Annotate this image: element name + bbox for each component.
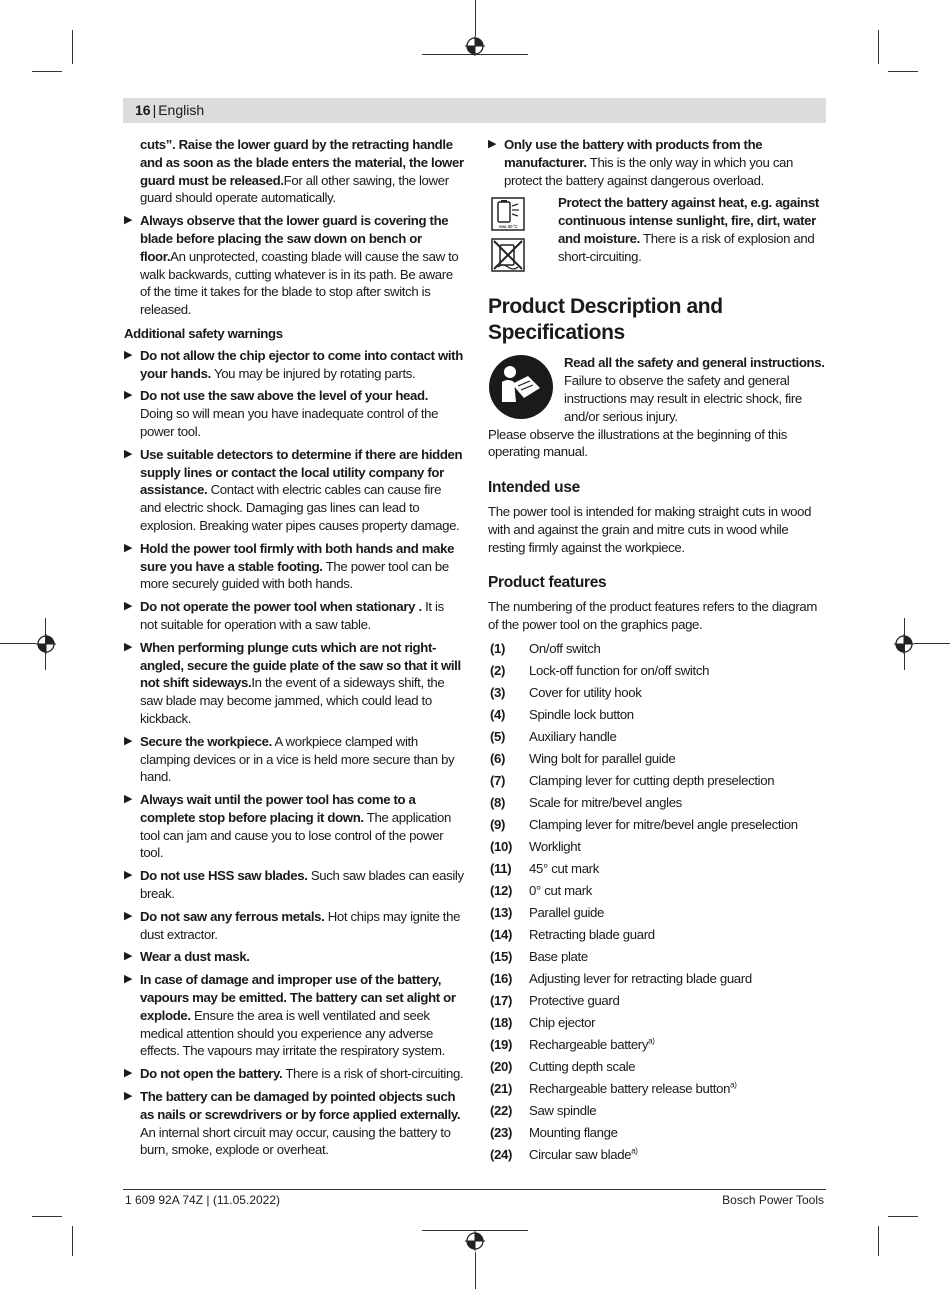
- warning-text: An unprotected, coasting blade will cause the saw to walk backwards, cutting whatever is in its path. Be aware of the time it takes for the blade to stop after switch is released.: [140, 248, 459, 318]
- read-instructions-block: [488, 354, 828, 425]
- warning-item: [124, 971, 464, 1060]
- parts-list: [488, 638, 828, 1166]
- warning-bold: Do not allow the chip ejector to come into contact with your hands.: [140, 347, 463, 381]
- part-label: Rechargeable battery release button: [529, 1080, 731, 1096]
- warning-text: There is a risk of explosion and short-circuiting.: [558, 230, 815, 264]
- part-label: Saw spindle: [529, 1102, 597, 1118]
- bullet-triangle-icon: ▶: [488, 138, 497, 150]
- part-label: Rechargeable battery: [529, 1036, 649, 1052]
- crop-mark: [32, 71, 62, 72]
- list-item: [488, 726, 828, 748]
- warning-bold: When performing plunge cuts which are not right-angled, secure the guide plate of the saw so that it will not shift sideways.: [140, 639, 461, 691]
- page-number: 16: [135, 102, 151, 118]
- bullet-triangle-icon: ▶: [124, 447, 133, 460]
- registration-mark-icon: [36, 634, 56, 654]
- part-number: (24): [490, 1146, 513, 1162]
- warning-text: It is not suitable for operation with a saw table.: [140, 599, 444, 632]
- warning-text: The application tool can jam and cause you to lose control of the power tool.: [140, 809, 451, 861]
- bullet-triangle-icon: ▶: [124, 869, 133, 882]
- bullet-triangle-icon: ▶: [124, 793, 133, 806]
- list-item: [488, 704, 828, 726]
- bullet-triangle-icon: ▶: [124, 909, 133, 922]
- crop-mark: [878, 30, 879, 64]
- battery-temperature-icon: [490, 196, 526, 232]
- part-number: (19): [490, 1036, 513, 1052]
- bullet-triangle-icon: ▶: [124, 950, 133, 963]
- page-footer: [123, 1189, 826, 1207]
- warning-icons: [490, 196, 526, 278]
- warning-text: In the event of a sideways shift, the saw blade may become jammed, which could lead to kickback.: [140, 675, 445, 726]
- part-label: Mounting flange: [529, 1124, 618, 1140]
- no-water-battery-icon: [490, 237, 526, 273]
- registration-mark-icon: [465, 1231, 485, 1251]
- intro-continuation: [124, 136, 464, 207]
- warning-text: Hot chips may ignite the dust extractor.: [140, 908, 461, 942]
- warning-text: This is the only way in which you can protect the battery against dangerous overload.: [504, 154, 794, 188]
- part-number: (8): [490, 794, 506, 810]
- part-number: (17): [490, 992, 513, 1008]
- bullet-triangle-icon: ▶: [124, 973, 133, 986]
- part-label: Chip ejector: [529, 1014, 596, 1030]
- part-label: On/off switch: [529, 640, 601, 656]
- header-separator: |: [152, 102, 157, 118]
- warning-bold: Use suitable detectors to determine if there are hidden supply lines or contact the local utility company for assistance.: [140, 446, 463, 498]
- bullet-triangle-icon: ▶: [124, 389, 133, 402]
- bullet-triangle-icon: ▶: [124, 214, 133, 227]
- list-item: [488, 638, 828, 660]
- registration-mark-icon: [465, 36, 485, 56]
- part-label: Cutting depth scale: [529, 1058, 636, 1074]
- intended-use-text: The power tool is intended for making straight cuts in wood with and against the grain and mitre cuts in wood while resting firmly against the workpiece.: [488, 503, 812, 555]
- list-item: [488, 880, 828, 902]
- observe-illustrations-text: Please observe the illustrations at the beginning of this operating manual.: [488, 426, 787, 460]
- bullet-triangle-icon: ▶: [124, 734, 133, 747]
- part-number: (21): [490, 1080, 513, 1096]
- warning-item: [124, 1088, 464, 1159]
- part-number: (2): [490, 662, 506, 678]
- warning-bold: Protect the battery against heat, e.g. against continuous intense sunlight, fire, dirt, water and moisture.: [558, 195, 819, 246]
- list-item: [488, 836, 828, 858]
- part-number: (22): [490, 1102, 513, 1118]
- bullet-triangle-icon: ▶: [124, 640, 133, 653]
- crop-mark: [475, 0, 476, 36]
- product-features-heading: Product features: [488, 574, 607, 592]
- part-label: Circular saw blade: [529, 1146, 632, 1162]
- warning-text: You may be injured by rotating parts.: [210, 365, 416, 381]
- brand-label: Bosch Power Tools: [722, 1193, 824, 1207]
- warning-text: There is a risk of short-circuiting.: [282, 1066, 464, 1082]
- warning-item: [124, 908, 464, 944]
- bullet-triangle-icon: ▶: [124, 1067, 133, 1080]
- part-number: (3): [490, 684, 506, 700]
- part-number: (5): [490, 728, 506, 744]
- part-label: Retracting blade guard: [529, 926, 655, 942]
- warning-item: [124, 1065, 464, 1083]
- warning-bold: Only use the battery with products from the manufacturer.: [504, 137, 763, 170]
- list-item: [488, 1012, 828, 1034]
- crop-mark: [72, 1226, 73, 1256]
- part-label: Wing bolt for parallel guide: [529, 750, 676, 766]
- warning-bold: Secure the workpiece.: [140, 733, 272, 749]
- crop-mark: [888, 71, 918, 72]
- warning-text: Ensure the area is well ventilated and seek medical attention should you experience any adverse effects. The vapours may irritate the respiratory system.: [140, 1007, 445, 1059]
- read-text: Failure to observe the safety and general instructions may result in electric shock, fire and/or serious injury.: [564, 373, 802, 424]
- footnote-marker: a): [648, 1036, 655, 1046]
- list-item: [488, 858, 828, 880]
- warning-item: [488, 136, 828, 189]
- warning-text: Contact with electric cables can cause fire and electric shock. Damaging gas lines can lead to explosion. Breaking water pipes causes property damage.: [140, 482, 460, 533]
- header-language: English: [158, 102, 205, 118]
- part-number: (16): [490, 970, 513, 986]
- bullet-triangle-icon: ▶: [124, 600, 133, 613]
- bullet-triangle-icon: ▶: [124, 348, 133, 361]
- warning-item: [124, 540, 464, 593]
- crop-mark: [878, 1226, 879, 1256]
- warning-bold: In case of damage and improper use of the battery, vapours may be emitted. The battery can set alight or explode.: [140, 972, 456, 1023]
- crop-mark: [888, 1216, 918, 1217]
- warning-item: [124, 598, 464, 634]
- read-bold: Read all the safety and general instructions.: [564, 355, 825, 371]
- part-number: (18): [490, 1014, 513, 1030]
- part-label: Cover for utility hook: [529, 684, 642, 700]
- part-number: (11): [490, 860, 512, 876]
- warning-bold: cuts”. Raise the lower guard by the retracting handle and as soon as the blade enters the material, the lower guard must be released.: [140, 137, 464, 188]
- warning-bold: Wear a dust mask.: [140, 949, 250, 965]
- list-item: [488, 660, 828, 682]
- part-number: (13): [490, 904, 513, 920]
- list-item: [488, 924, 828, 946]
- footnote-marker: a): [730, 1080, 737, 1090]
- crop-mark: [72, 30, 73, 64]
- part-label: Spindle lock button: [529, 706, 634, 722]
- list-item: [488, 1056, 828, 1078]
- warning-item: [124, 867, 464, 903]
- section-title: Product Description and Specifications: [488, 295, 723, 345]
- part-number: (14): [490, 926, 513, 942]
- part-number: (9): [490, 816, 506, 832]
- part-number: (15): [490, 948, 513, 964]
- part-label: 0° cut mark: [529, 882, 592, 898]
- warning-bold: Hold the power tool firmly with both hands and make sure you have a stable footing.: [140, 540, 455, 574]
- part-label: Adjusting lever for retracting blade guard: [529, 970, 752, 986]
- part-number: (6): [490, 750, 506, 766]
- warning-item: [124, 733, 464, 786]
- part-label: Base plate: [529, 948, 588, 964]
- warning-item: [124, 791, 464, 862]
- list-item: [488, 946, 828, 968]
- part-label: Clamping lever for cutting depth preselection: [529, 772, 775, 788]
- document-number: 1 609 92A 74Z | (11.05.2022): [125, 1193, 281, 1207]
- part-number: (23): [490, 1124, 513, 1140]
- crop-mark: [0, 643, 36, 644]
- list-item: [488, 902, 828, 924]
- crop-mark: [32, 1216, 62, 1217]
- list-item: [488, 770, 828, 792]
- product-features-text: The numbering of the product features refers to the diagram of the power tool on the graphics page.: [488, 599, 818, 632]
- warning-item: [124, 639, 464, 728]
- part-number: (10): [490, 838, 513, 854]
- right-column: [488, 136, 828, 1166]
- crop-mark: [914, 643, 950, 644]
- part-number: (12): [490, 882, 513, 898]
- warning-bold: Always wait until the power tool has come to a complete stop before placing it down.: [140, 792, 416, 825]
- warning-item: [124, 212, 464, 319]
- list-item: [488, 814, 828, 836]
- part-label: Auxiliary handle: [529, 728, 617, 744]
- battery-heat-warning: [488, 194, 828, 266]
- warning-bold: Do not open the battery.: [140, 1066, 283, 1082]
- warning-item: [124, 948, 464, 966]
- intended-use-heading: Intended use: [488, 479, 580, 497]
- warning-item: [124, 387, 464, 440]
- list-item: [488, 1034, 828, 1056]
- warning-bold: Do not saw any ferrous metals.: [140, 908, 325, 924]
- list-item: [488, 1078, 828, 1100]
- list-item: [488, 1100, 828, 1122]
- max-temp-label: max. 60 °C: [498, 224, 518, 230]
- bullet-triangle-icon: ▶: [124, 541, 133, 554]
- warning-bold: Do not use the saw above the level of your head.: [140, 388, 429, 404]
- part-label: Parallel guide: [529, 904, 605, 920]
- list-item: [488, 792, 828, 814]
- warning-text: An internal short circuit may occur, causing the battery to burn, smoke, explode or overheat.: [140, 1124, 451, 1158]
- warning-text: A workpiece clamped with clamping devices or in a vice is held more secure than by hand.: [140, 733, 455, 785]
- part-label: Scale for mitre/bevel angles: [529, 794, 682, 810]
- warning-item: [124, 347, 464, 383]
- list-item: [488, 748, 828, 770]
- warning-text: Such saw blades can easily break.: [140, 868, 464, 902]
- warning-text: Doing so will mean you have inadequate control of the power tool.: [140, 406, 439, 439]
- part-number: (20): [490, 1058, 513, 1074]
- read-manual-icon: [488, 354, 554, 420]
- page-header: [123, 98, 826, 123]
- part-label: Lock-off function for on/off switch: [529, 662, 710, 678]
- list-item: [488, 968, 828, 990]
- warning-bold: Do not operate the power tool when stationary .: [140, 599, 422, 615]
- warning-bold: Always observe that the lower guard is covering the blade before placing the saw down on bench or floor.: [140, 213, 449, 264]
- additional-safety-heading: Additional safety warnings: [124, 325, 283, 341]
- list-item: [488, 682, 828, 704]
- part-number: (4): [490, 706, 506, 722]
- crop-mark: [475, 1252, 476, 1289]
- bullet-triangle-icon: ▶: [124, 1090, 133, 1103]
- part-label: Protective guard: [529, 992, 620, 1008]
- list-item: [488, 990, 828, 1012]
- part-label: Clamping lever for mitre/bevel angle preselection: [529, 816, 798, 832]
- part-number: (1): [490, 640, 506, 656]
- warning-text: For all other sawing, the lower guard should operate automatically.: [140, 172, 449, 206]
- warning-item: [124, 446, 464, 535]
- part-label: Worklight: [529, 838, 581, 854]
- warning-bold: Do not use HSS saw blades.: [140, 868, 308, 884]
- list-item: [488, 1122, 828, 1144]
- warning-bold: The battery can be damaged by pointed objects such as nails or screwdrivers or by force applied externally.: [140, 1089, 461, 1122]
- part-label: 45° cut mark: [529, 860, 599, 876]
- list-item: [488, 1144, 828, 1166]
- warning-text: The power tool can be more securely guided with both hands.: [140, 558, 449, 592]
- left-column: [124, 136, 464, 1164]
- part-number: (7): [490, 772, 506, 788]
- registration-mark-icon: [894, 634, 914, 654]
- footnote-marker: a): [631, 1146, 638, 1156]
